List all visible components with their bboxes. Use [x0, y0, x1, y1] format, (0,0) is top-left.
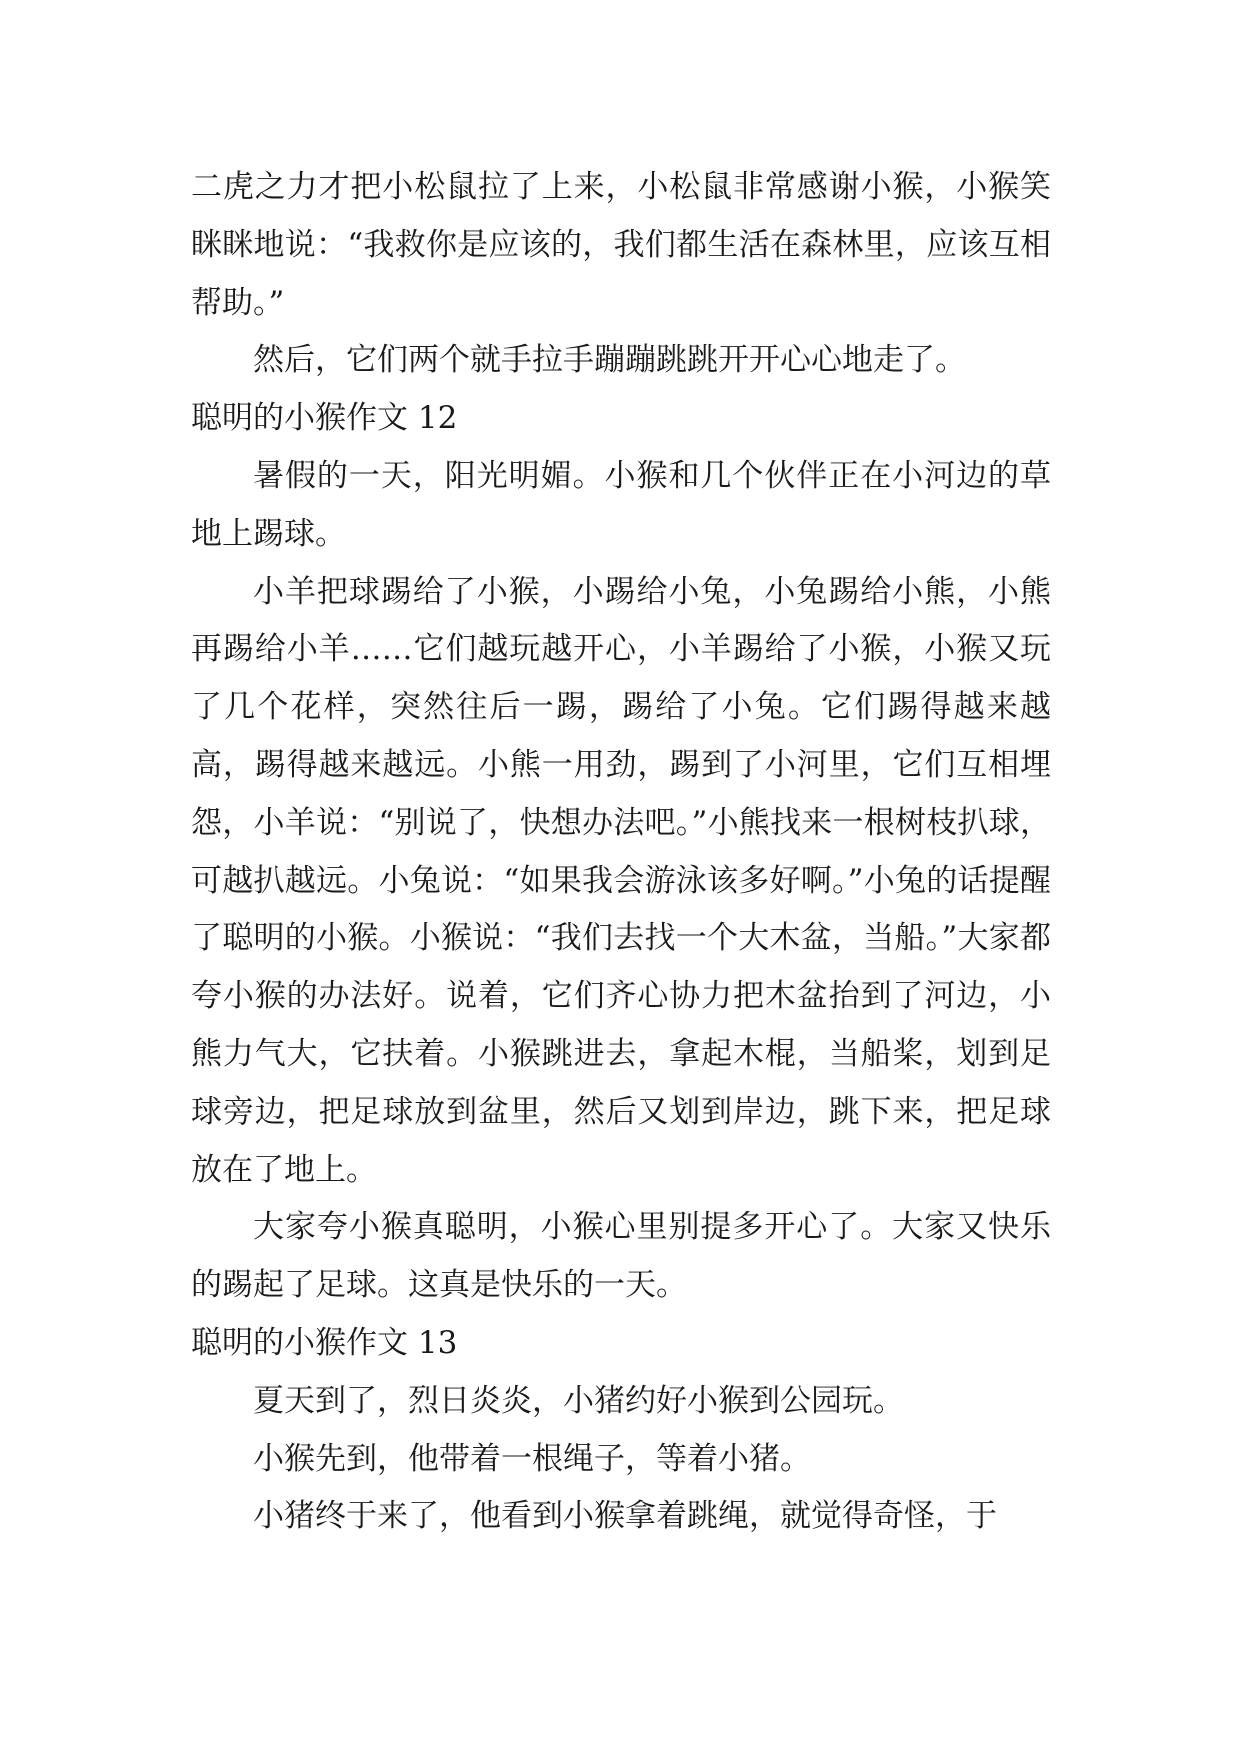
paragraph: 然后，它们两个就手拉手蹦蹦跳跳开开心心地走了。 — [253, 342, 966, 379]
paragraph: 暑假的一天，阳光明媚。小猴和几个伙伴正在小河边的草地上踢球。 — [191, 457, 1051, 552]
paragraph: 大家夸小猴真聪明，小猴心里别提多开心了。大家又快乐的踢起了足球。这真是快乐的一天。 — [191, 1209, 1051, 1304]
paragraph: 小羊把球踢给了小猴，小踢给小兔，小兔踢给小熊，小熊再踢给小羊……它们越玩越开心，小羊踢给了小猴，小猴又玩了几个花样，突然往后一踢，踢给了小兔。它们踢得越来越高，踢得越来越远。小熊一用劲，踢到了小河里，它们互相埋怨，小羊说：“别说了，快想办法吧。”小熊找来一根树枝扒球，可越扒越远。小兔说：“如果我会游泳该多好啊。”小兔的话提醒了聪明的小猴。小猴说：“我们去找一个大木盆，当船。”大家都夸小猴的办法好。说着，它们齐心协力把木盆抬到了河边，小熊力气大，它扶着。小猴跳进去，拿起木棍，当船桨，划到足球旁边，把足球放到盆里，然后又划到岸边，跳下来，把足球放在了地上。 — [191, 573, 1051, 1188]
section-heading-12: 聪明的小猴作文 12 — [191, 400, 458, 437]
paragraph-continuation: 二虎之力才把小松鼠拉了上来，小松鼠非常感谢小猴，小猴笑眯眯地说：“我救你是应该的，我们都生活在森林里，应该互相帮助。” — [191, 169, 1051, 321]
paragraph: 夏天到了，烈日炎炎，小猪约好小猴到公园玩。 — [253, 1382, 904, 1419]
paragraph: 小猪终于来了，他看到小猴拿着跳绳，就觉得奇怪，于 — [253, 1498, 997, 1535]
section-heading-13: 聪明的小猴作文 13 — [191, 1324, 458, 1361]
paragraph: 小猴先到，他带着一根绳子，等着小猪。 — [253, 1440, 811, 1477]
document-body — [191, 159, 1051, 1546]
